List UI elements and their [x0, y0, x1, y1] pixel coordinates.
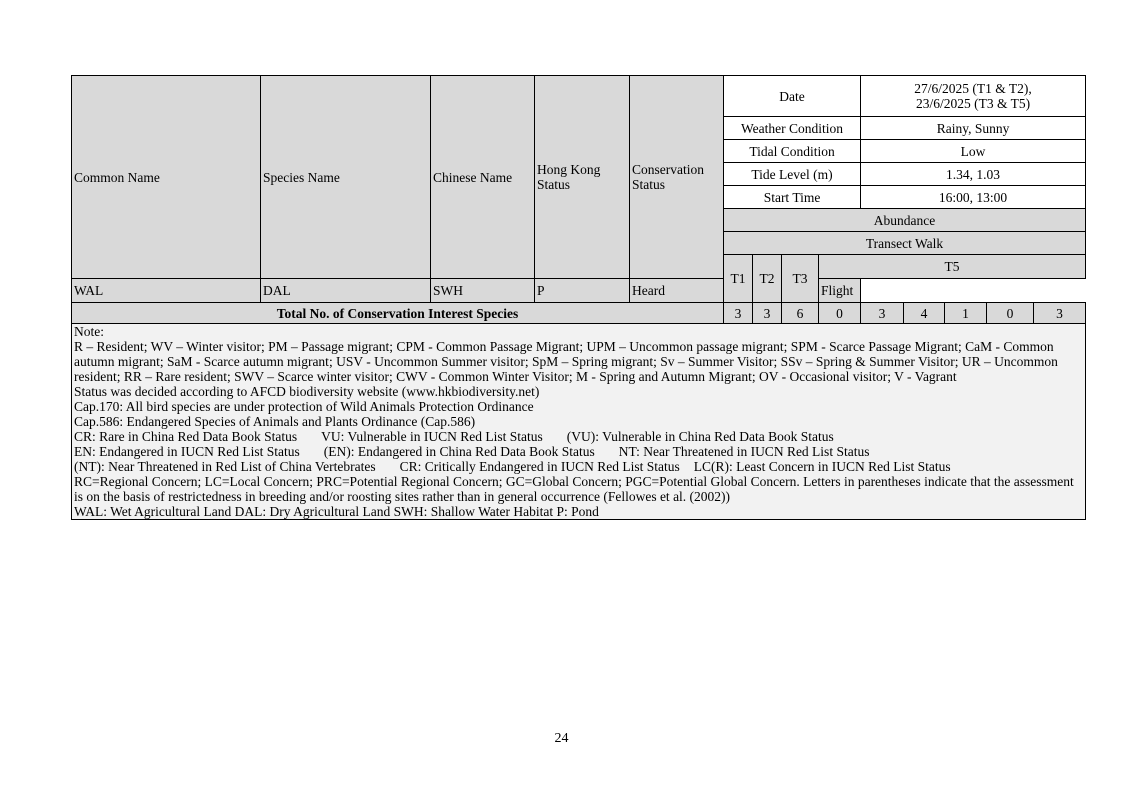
start-time-label: Start Time: [724, 186, 861, 209]
total-t1: 3: [724, 303, 753, 324]
vu-iucn-note: VU: Vulnerable in IUCN Red List Status: [321, 429, 543, 444]
col-header-common-name: Common Name: [72, 76, 261, 279]
total-p: 1: [945, 303, 987, 324]
page-number: 24: [554, 731, 569, 746]
col-header-heard: Heard: [630, 279, 724, 303]
date-value-line2: 23/6/2025 (T3 & T5): [915, 96, 1031, 111]
total-dal: 3: [861, 303, 904, 324]
nt-iucn-note: NT: Near Threatened in IUCN Red List Status: [618, 444, 870, 459]
col-header-wal: WAL: [72, 279, 261, 303]
date-label: Date: [724, 76, 861, 117]
cr-iucn-note: CR: Critically Endangered in IUCN Red List Status: [399, 459, 680, 474]
total-flight: 3: [1034, 303, 1086, 324]
col-header-dal: DAL: [261, 279, 431, 303]
col-header-t1: T1: [724, 255, 753, 303]
total-row: [72, 303, 1086, 324]
total-row-label: Total No. of Conservation Interest Species: [72, 303, 724, 324]
col-header-t2: T2: [753, 255, 782, 303]
weather-label: Weather Condition: [724, 117, 861, 140]
lc-iucn-note: LC(R): Least Concern in IUCN Red List Status: [693, 459, 951, 474]
col-header-species-name: Species Name: [261, 76, 431, 279]
date-value-line1: 27/6/2025 (T1 & T2),: [914, 81, 1032, 96]
col-header-p: P: [535, 279, 630, 303]
tidal-label: Tidal Condition: [724, 140, 861, 163]
col-header-chinese-name: Chinese Name: [431, 76, 535, 279]
cap170-note: Cap.170: All bird species are under protection of Wild Animals Protection Ordinance: [74, 399, 534, 414]
transect-walk-header: Transect Walk: [724, 232, 1086, 255]
weather-value: Rainy, Sunny: [861, 117, 1086, 140]
en-china-note: (EN): Endangered in China Red Data Book Status: [323, 444, 595, 459]
nt-china-note: (NT): Near Threatened in Red List of China Vertebrates: [74, 459, 376, 474]
tide-level-value: 1.34, 1.03: [861, 163, 1086, 186]
col-header-t3: T3: [782, 255, 819, 303]
vu-china-note: (VU): Vulnerable in China Red Data Book Status: [566, 429, 834, 444]
total-wal: 0: [819, 303, 861, 324]
notes-title: Note:: [74, 324, 104, 339]
regional-concern-note: RC=Regional Concern; LC=Local Concern; PRC=Potential Regional Concern; GC=Global Concern; PGC=Potential Global Concern. Letters in parentheses indicate that the assessment is on the basis of restrictedness in breeding and/or roosting sites rather than in general occurrence (Fellowes et al. (2002)): [74, 474, 1074, 504]
col-header-conservation-status: Conservation Status: [630, 76, 724, 279]
col-header-swh: SWH: [431, 279, 535, 303]
col-header-flight: Flight: [819, 279, 861, 303]
abundance-header: Abundance: [724, 209, 1086, 232]
status-codes-line-3: [74, 459, 1083, 474]
total-swh: 4: [904, 303, 945, 324]
tidal-value: Low: [861, 140, 1086, 163]
cr-china-note: CR: Rare in China Red Data Book Status: [74, 429, 298, 444]
start-time-value: 16:00, 13:00: [861, 186, 1086, 209]
date-value: [861, 76, 1086, 117]
habitat-note: WAL: Wet Agricultural Land DAL: Dry Agricultural Land SWH: Shallow Water Habitat P: Pond: [74, 504, 599, 519]
en-iucn-note: EN: Endangered in IUCN Red List Status: [74, 444, 300, 459]
total-heard: 0: [987, 303, 1034, 324]
afcd-note: Status was decided according to AFCD biodiversity website (www.hkbiodiversity.net): [74, 384, 540, 399]
status-legend: R – Resident; WV – Winter visitor; PM – Passage migrant; CPM - Common Passage Migrant; UPM – Uncommon passage migrant; SPM - Scarce Passage Migrant; CaM - Common autumn migrant; SaM - Scarce autumn migrant; USV - Uncommon Summer visitor; SpM – Spring migrant; Sv – Summer Visitor; SSv – Spring & Summer Visitor; UR – Uncommon resident; RR – Rare resident; SWV – Scarce winter visitor; CWV - Common Winter Visitor; M - Spring and Autumn Migrant; OV - Occasional visitor; V - Vagrant: [74, 339, 1058, 384]
col-header-hk-status: Hong Kong Status: [535, 76, 630, 279]
notes-block: [72, 324, 1086, 520]
tide-level-label: Tide Level (m): [724, 163, 861, 186]
total-t2: 3: [753, 303, 782, 324]
total-t3: 6: [782, 303, 819, 324]
status-codes-line-2: [74, 444, 1083, 459]
status-codes-line-1: [74, 429, 1083, 444]
bird-survey-table: [71, 75, 1086, 520]
cap586-note: Cap.586: Endangered Species of Animals and Plants Ordinance (Cap.586): [74, 414, 476, 429]
col-header-t5: T5: [819, 255, 1086, 279]
